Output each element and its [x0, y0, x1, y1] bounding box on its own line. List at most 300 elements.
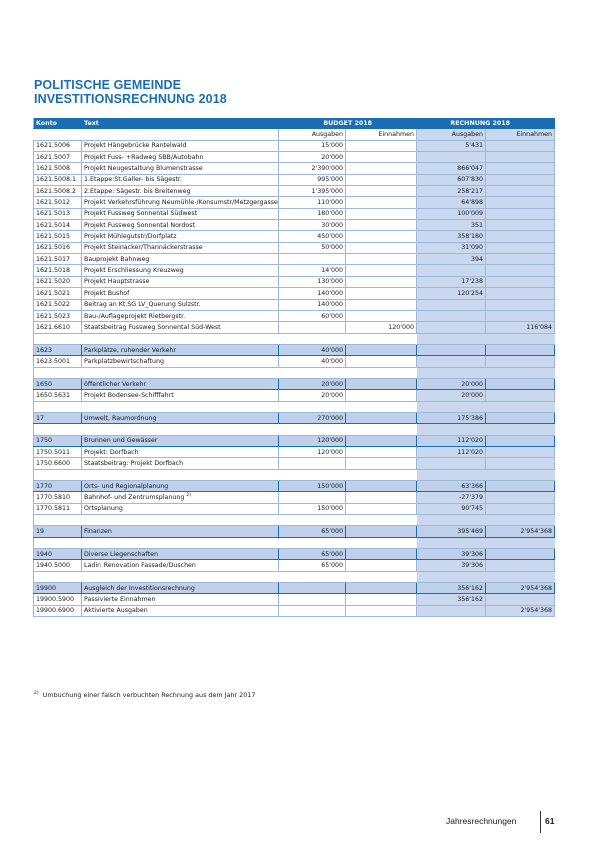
cell-rechnung-einnahmen [486, 605, 555, 616]
blank-cell [346, 571, 417, 582]
cell-rechnung-einnahmen [486, 435, 555, 446]
cell-text-value: Bauprojekt Bahnweg [84, 255, 150, 263]
table-row [34, 254, 555, 265]
footer-divider [540, 811, 541, 833]
cell-budget-ausgaben [279, 152, 346, 163]
cell-budget-ausgaben [279, 242, 346, 253]
cell-budget-ausgaben-value: 120'000 [317, 448, 343, 456]
cell-rechnung-ausgaben-value: 358'180 [457, 233, 483, 241]
cell-konto-value: 1621.5008 [36, 165, 71, 173]
cell-budget-ausgaben [279, 446, 346, 457]
header-budget-einnahmen: Einnahmen [346, 129, 417, 140]
blank-cell [82, 515, 279, 526]
cell-rechnung-ausgaben-value: 395'469 [457, 528, 483, 536]
cell-rechnung-ausgaben-value: 112'020 [457, 448, 483, 456]
footnote-text: Umbuchung einer falsch verbuchten Rechnung aus dem Jahr 2017 [42, 691, 256, 700]
cell-konto-value: 1770.5810 [36, 494, 71, 502]
blank-row [34, 367, 555, 378]
table-row [34, 186, 555, 197]
cell-rechnung-einnahmen [486, 310, 555, 321]
cell-rechnung-einnahmen [486, 356, 555, 367]
cell-text [82, 288, 279, 299]
cell-rechnung-ausgaben [417, 174, 486, 185]
cell-budget-ausgaben [279, 390, 346, 401]
cell-text-value: Projekt Steinacker/Thannäckerstrasse [84, 244, 203, 252]
cell-text-value: Projekt Bodensee-Schifffahrt [84, 391, 174, 399]
blank-cell [486, 401, 555, 412]
cell-rechnung-ausgaben [417, 594, 486, 605]
cell-budget-einnahmen [346, 390, 417, 401]
cell-budget-einnahmen [346, 220, 417, 231]
cell-rechnung-ausgaben-value: 64'898 [461, 199, 483, 207]
cell-budget-einnahmen [346, 356, 417, 367]
cell-konto [34, 378, 82, 389]
cell-text [82, 446, 279, 457]
cell-rechnung-ausgaben [417, 356, 486, 367]
cell-rechnung-ausgaben-value: 356'162 [457, 584, 483, 592]
cell-budget-einnahmen [346, 174, 417, 185]
cell-budget-ausgaben-value: 150'000 [317, 482, 343, 490]
cell-rechnung-ausgaben [417, 560, 486, 571]
cell-budget-ausgaben-value: 15'000 [321, 142, 343, 150]
cell-budget-einnahmen [346, 276, 417, 287]
blank-cell [417, 367, 486, 378]
table-row [34, 197, 555, 208]
cell-rechnung-einnahmen [486, 152, 555, 163]
cell-rechnung-ausgaben [417, 549, 486, 560]
cell-budget-ausgaben [279, 174, 346, 185]
cell-budget-einnahmen [346, 310, 417, 321]
cell-text-value: Projekt: Dorfbach [84, 448, 139, 456]
cell-konto-value: 19900.6900 [36, 607, 75, 615]
cell-konto [34, 549, 82, 560]
cell-rechnung-einnahmen [486, 174, 555, 185]
cell-rechnung-ausgaben [417, 197, 486, 208]
blank-cell [486, 515, 555, 526]
cell-budget-ausgaben-value: 20'000 [321, 380, 343, 388]
cell-budget-ausgaben [279, 583, 346, 594]
cell-budget-einnahmen [346, 208, 417, 219]
cell-rechnung-ausgaben [417, 412, 486, 423]
cell-budget-ausgaben-value: 50'000 [321, 244, 343, 252]
cell-text [82, 549, 279, 560]
cell-konto [34, 583, 82, 594]
table-row [34, 174, 555, 185]
cell-text-value: Staatsbeitrag Fussweg Sonnental Süd-West [84, 323, 221, 331]
cell-text-value: Projekt Fuss- +Radweg SBB/Autobahn [84, 153, 204, 161]
page-number: 61 [545, 816, 555, 826]
table-row [34, 163, 555, 174]
cell-rechnung-ausgaben [417, 310, 486, 321]
blank-cell [486, 424, 555, 435]
cell-budget-einnahmen [346, 446, 417, 457]
cell-budget-ausgaben-value: 30'000 [321, 221, 343, 229]
cell-text-value: Bahnhof- und Zentrumsplanung [84, 494, 185, 502]
cell-budget-einnahmen [346, 583, 417, 594]
cell-konto-value: 1940.5000 [36, 562, 71, 570]
cell-budget-ausgaben [279, 481, 346, 492]
cell-rechnung-ausgaben-value: 39'306 [461, 550, 483, 558]
cell-budget-ausgaben [279, 492, 346, 503]
cell-konto [34, 152, 82, 163]
cell-konto-value: 1750.5011 [36, 448, 71, 456]
cell-rechnung-einnahmen [486, 378, 555, 389]
cell-rechnung-ausgaben-value: 20'000 [461, 380, 483, 388]
cell-budget-ausgaben-value: 20'000 [321, 153, 343, 161]
cell-text-value: Projekt Erschliessung Kreuzweg [84, 267, 184, 275]
blank-cell [417, 469, 486, 480]
cell-rechnung-ausgaben-value: 112'020 [457, 437, 483, 445]
cell-rechnung-ausgaben-value: 607'830 [457, 176, 483, 184]
cell-text [82, 186, 279, 197]
cell-rechnung-einnahmen [486, 503, 555, 514]
cell-rechnung-einnahmen [486, 458, 555, 469]
cell-budget-einnahmen-value: 120'000 [388, 323, 414, 331]
cell-rechnung-einnahmen [486, 412, 555, 423]
group-row [34, 481, 555, 492]
table-row [34, 208, 555, 219]
cell-rechnung-einnahmen [486, 492, 555, 503]
cell-text [82, 378, 279, 389]
cell-text-value: Brunnen und Gewässer [84, 437, 158, 445]
cell-budget-ausgaben [279, 140, 346, 151]
cell-konto-value: 1621.5016 [36, 244, 71, 252]
cell-budget-ausgaben [279, 197, 346, 208]
cell-konto-value: 1650 [36, 380, 53, 388]
cell-konto-value: 1621.6610 [36, 323, 71, 331]
cell-budget-ausgaben [279, 549, 346, 560]
cell-budget-ausgaben [279, 231, 346, 242]
cell-rechnung-einnahmen [486, 140, 555, 151]
table-row [34, 356, 555, 367]
blank-cell [346, 515, 417, 526]
table-subheader-row [34, 129, 555, 140]
header-text: Text [82, 118, 279, 129]
cell-rechnung-einnahmen [486, 276, 555, 287]
cell-rechnung-einnahmen-value: 116'084 [526, 323, 552, 331]
blank-cell [34, 367, 82, 378]
cell-rechnung-einnahmen [486, 186, 555, 197]
cell-budget-ausgaben-value: 65'000 [321, 550, 343, 558]
cell-text-value: Staatsbeitrag: Projekt Dorfbach [84, 459, 184, 467]
cell-budget-einnahmen [346, 458, 417, 469]
blank-row [34, 424, 555, 435]
cell-budget-einnahmen [346, 378, 417, 389]
cell-rechnung-ausgaben-value: 63'366 [461, 482, 483, 490]
cell-rechnung-ausgaben [417, 152, 486, 163]
cell-rechnung-einnahmen [486, 163, 555, 174]
cell-budget-einnahmen [346, 231, 417, 242]
header-rechnung-einnahmen: Einnahmen [486, 129, 555, 140]
table-row [34, 322, 555, 333]
cell-rechnung-ausgaben [417, 288, 486, 299]
blank-cell [34, 401, 82, 412]
blank-cell [279, 401, 346, 412]
cell-text-value: Projekt Verkehrsführung Neumühle-/Konsumstr/Metzgergasse [84, 199, 278, 207]
cell-budget-einnahmen [346, 163, 417, 174]
cell-budget-ausgaben-value: 140'000 [317, 301, 343, 309]
cell-konto [34, 412, 82, 423]
cell-konto [34, 560, 82, 571]
cell-text-value: Parkplatzbewirtschaftung [84, 357, 164, 365]
blank-cell [346, 401, 417, 412]
cell-rechnung-ausgaben [417, 265, 486, 276]
blank-cell [486, 333, 555, 344]
cell-rechnung-ausgaben-value: 20'000 [461, 391, 483, 399]
cell-konto [34, 322, 82, 333]
cell-budget-einnahmen [346, 503, 417, 514]
cell-konto [34, 435, 82, 446]
blank-cell [417, 333, 486, 344]
cell-budget-ausgaben [279, 208, 346, 219]
cell-konto-value: 1621.5007 [36, 153, 71, 161]
blank-cell [346, 333, 417, 344]
cell-text [82, 503, 279, 514]
cell-rechnung-einnahmen-value: 2'954'368 [520, 528, 552, 536]
blank-cell [417, 515, 486, 526]
cell-rechnung-ausgaben-value: 100'009 [457, 210, 483, 218]
cell-rechnung-einnahmen [486, 322, 555, 333]
cell-rechnung-einnahmen [486, 265, 555, 276]
cell-rechnung-ausgaben [417, 220, 486, 231]
cell-konto-value: 1621.5023 [36, 312, 71, 320]
cell-budget-ausgaben [279, 254, 346, 265]
cell-text [82, 594, 279, 605]
cell-rechnung-einnahmen [486, 254, 555, 265]
cell-rechnung-ausgaben-value: -27'379 [458, 494, 483, 502]
cell-konto-value: 1621.5018 [36, 267, 71, 275]
cell-budget-einnahmen [346, 152, 417, 163]
cell-budget-ausgaben [279, 299, 346, 310]
cell-rechnung-einnahmen [486, 231, 555, 242]
cell-konto-value: 1621.5022 [36, 301, 71, 309]
table-row [34, 446, 555, 457]
cell-budget-ausgaben [279, 378, 346, 389]
header-rechnung-ausgaben: Ausgaben [417, 129, 486, 140]
cell-rechnung-ausgaben [417, 458, 486, 469]
cell-budget-einnahmen [346, 605, 417, 616]
cell-konto-value: 1750 [36, 437, 53, 445]
cell-text-value: öffentlicher Verkehr [84, 380, 147, 388]
blank-row [34, 571, 555, 582]
table-row [34, 605, 555, 616]
cell-rechnung-einnahmen [486, 560, 555, 571]
cell-konto-value: 19900 [36, 584, 57, 592]
cell-rechnung-ausgaben [417, 526, 486, 537]
cell-konto-value: 19900.5900 [36, 596, 75, 604]
cell-budget-ausgaben-value: 180'000 [317, 210, 343, 218]
cell-rechnung-einnahmen [486, 549, 555, 560]
cell-budget-ausgaben [279, 458, 346, 469]
cell-rechnung-einnahmen-value: 2'954'368 [520, 607, 552, 615]
cell-rechnung-ausgaben [417, 186, 486, 197]
title-line-1: POLITISCHE GEMEINDE [34, 78, 182, 92]
cell-text [82, 220, 279, 231]
cell-budget-ausgaben-value: 995'000 [317, 176, 343, 184]
cell-konto [34, 220, 82, 231]
cell-text-value: Orts- und Regionalplanung [84, 482, 169, 490]
blank-cell [417, 537, 486, 548]
blank-cell [34, 571, 82, 582]
cell-budget-ausgaben-value: 270'000 [317, 414, 343, 422]
cell-konto-value: 1621.5014 [36, 221, 71, 229]
cell-budget-ausgaben-value: 150'000 [317, 505, 343, 513]
blank-cell [417, 401, 486, 412]
cell-rechnung-einnahmen [486, 299, 555, 310]
cell-konto [34, 299, 82, 310]
cell-rechnung-einnahmen [486, 208, 555, 219]
cell-budget-einnahmen [346, 242, 417, 253]
cell-budget-ausgaben [279, 526, 346, 537]
cell-konto [34, 390, 82, 401]
cell-text [82, 322, 279, 333]
cell-text [82, 140, 279, 151]
cell-text [82, 458, 279, 469]
cell-rechnung-ausgaben [417, 390, 486, 401]
cell-text-value: Passivierte Einnahmen [84, 596, 156, 604]
cell-konto [34, 174, 82, 185]
cell-text-value: Bau-/Auflageprojekt Rietbergstr. [84, 312, 186, 320]
blank-cell [82, 401, 279, 412]
cell-rechnung-ausgaben-value: 120'254 [457, 289, 483, 297]
cell-budget-ausgaben-value: 40'000 [321, 346, 343, 354]
cell-konto [34, 254, 82, 265]
cell-budget-ausgaben [279, 186, 346, 197]
cell-text-value: Ortsplanung [84, 505, 123, 513]
cell-budget-ausgaben-value: 40'000 [321, 357, 343, 365]
table-row [34, 140, 555, 151]
blank-cell [82, 571, 279, 582]
cell-konto [34, 140, 82, 151]
table-row [34, 390, 555, 401]
cell-konto-value: 1621.5021 [36, 289, 71, 297]
cell-rechnung-ausgaben-value: 394 [470, 255, 483, 263]
cell-konto [34, 163, 82, 174]
cell-text [82, 481, 279, 492]
blank-cell [417, 424, 486, 435]
cell-rechnung-ausgaben-value: 5'431 [465, 142, 483, 150]
cell-konto-value: 1621.5008.2 [36, 187, 77, 195]
blank-cell [346, 537, 417, 548]
group-row [34, 583, 555, 594]
blank-cell [34, 469, 82, 480]
group-row [34, 435, 555, 446]
cell-konto [34, 481, 82, 492]
cell-budget-einnahmen [346, 299, 417, 310]
cell-rechnung-einnahmen-value: 2'954'368 [520, 584, 552, 592]
cell-rechnung-ausgaben [417, 446, 486, 457]
cell-budget-einnahmen [346, 526, 417, 537]
cell-budget-ausgaben-value: 120'000 [317, 437, 343, 445]
cell-konto-value: 1750.6600 [36, 459, 71, 467]
blank-row [34, 333, 555, 344]
cell-konto-value: 1621.5012 [36, 199, 71, 207]
cell-budget-einnahmen [346, 481, 417, 492]
cell-text [82, 605, 279, 616]
cell-rechnung-ausgaben-value: 175'386 [457, 414, 483, 422]
header-konto: Konto [34, 118, 82, 129]
blank-row [34, 401, 555, 412]
blank-cell [417, 571, 486, 582]
cell-rechnung-ausgaben [417, 231, 486, 242]
blank-cell [279, 424, 346, 435]
cell-budget-ausgaben-value: 65'000 [321, 562, 343, 570]
cell-budget-einnahmen [346, 140, 417, 151]
cell-rechnung-einnahmen [486, 344, 555, 355]
blank-cell [346, 424, 417, 435]
cell-budget-ausgaben [279, 163, 346, 174]
cell-konto-value: 19 [36, 528, 45, 536]
cell-budget-einnahmen [346, 492, 417, 503]
cell-budget-ausgaben [279, 594, 346, 605]
cell-rechnung-einnahmen [486, 220, 555, 231]
cell-budget-einnahmen [346, 344, 417, 355]
investment-table [33, 118, 555, 617]
cell-text [82, 412, 279, 423]
cell-budget-ausgaben [279, 265, 346, 276]
cell-rechnung-einnahmen [486, 583, 555, 594]
cell-konto [34, 446, 82, 457]
cell-budget-ausgaben-value: 2'390'000 [311, 165, 343, 173]
cell-text [82, 526, 279, 537]
table-row [34, 594, 555, 605]
blank-cell [82, 537, 279, 548]
cell-rechnung-ausgaben [417, 276, 486, 287]
cell-rechnung-ausgaben-value: 90'745 [461, 505, 483, 513]
cell-rechnung-ausgaben [417, 605, 486, 616]
cell-rechnung-ausgaben [417, 299, 486, 310]
cell-text-value: Diverse Liegenschaften [84, 550, 158, 558]
cell-budget-ausgaben-value: 60'000 [321, 312, 343, 320]
cell-konto [34, 186, 82, 197]
table-row [34, 231, 555, 242]
blank-cell [34, 515, 82, 526]
cell-rechnung-ausgaben-value: 356'162 [457, 596, 483, 604]
cell-rechnung-ausgaben [417, 481, 486, 492]
cell-budget-ausgaben-value: 65'000 [321, 528, 343, 536]
group-row [34, 378, 555, 389]
cell-rechnung-ausgaben-value: 31'090 [461, 244, 483, 252]
cell-budget-einnahmen [346, 186, 417, 197]
blank-cell [279, 571, 346, 582]
cell-budget-ausgaben-value: 20'000 [321, 391, 343, 399]
cell-konto [34, 197, 82, 208]
table-row [34, 288, 555, 299]
cell-budget-einnahmen [346, 412, 417, 423]
cell-text [82, 265, 279, 276]
cell-text [82, 344, 279, 355]
cell-konto [34, 344, 82, 355]
blank-cell [34, 537, 82, 548]
cell-rechnung-einnahmen [486, 526, 555, 537]
blank-cell [279, 333, 346, 344]
cell-text [82, 492, 279, 503]
cell-rechnung-ausgaben [417, 140, 486, 151]
cell-text-value: Projekt Fussweg Sonnental Nordost [84, 221, 195, 229]
cell-rechnung-ausgaben [417, 492, 486, 503]
blank-cell [34, 424, 82, 435]
cell-text-value: Aktivierte Ausgaben [84, 607, 148, 615]
cell-text [82, 208, 279, 219]
blank-cell [82, 367, 279, 378]
table-row [34, 560, 555, 571]
cell-konto [34, 492, 82, 503]
cell-konto [34, 356, 82, 367]
blank-row [34, 515, 555, 526]
blank-cell [82, 469, 279, 480]
cell-konto-value: 1940 [36, 550, 53, 558]
blank-cell [486, 537, 555, 548]
